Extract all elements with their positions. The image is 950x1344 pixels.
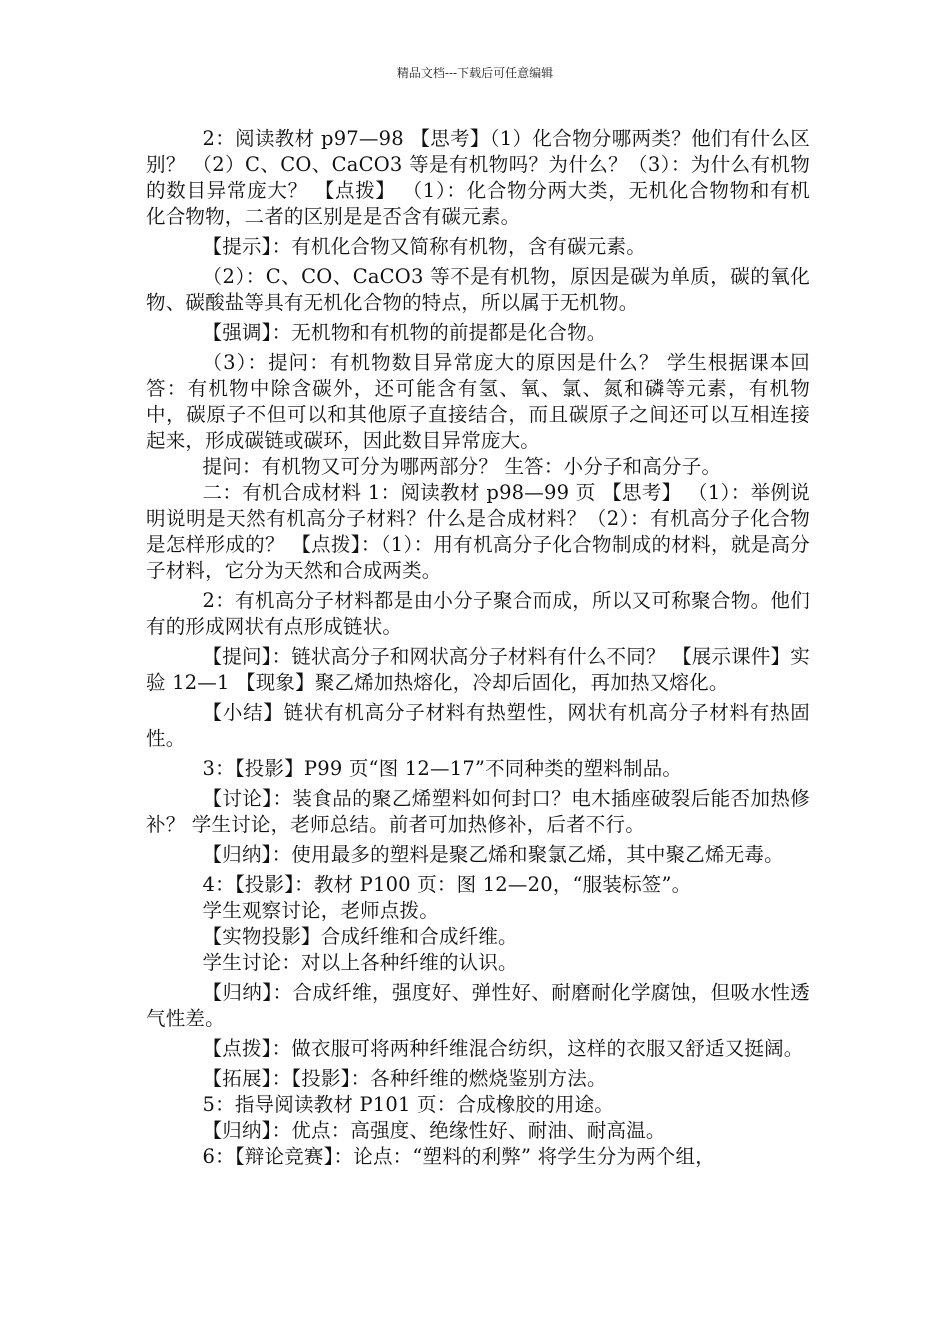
paragraph: 【讨论】：装食品的聚乙烯塑料如何封口？电木插座破裂后能否加热修补？ 学生讨论，老师总结。前者可加热修补，后者不行。 [146, 787, 810, 836]
paragraph: 6：【辩论竞赛】：论点：“塑料的利弊” 将学生分为两个组， [202, 1145, 715, 1168]
paragraph: 二：有机合成材料 1：阅读教材 p98—99 页 【思考】 （1）：举例说明说明是天然有机高分子材料？什么是合成材料？（2）：有机高分子化合物是怎样形成的？ 【点拨】：（1）：用有机高分子化合物制成的材料，就是高分子材料，它分为天然和合成两类。 [146, 481, 810, 582]
paragraph: 学生观察讨论，老师点拨。 [202, 899, 439, 922]
paragraph: 5：指导阅读教材 P101 页：合成橡胶的用途。 [202, 1093, 614, 1116]
paragraph: 提问：有机物又可分为哪两部分？ 生答：小分子和高分子。 [202, 455, 722, 478]
paragraph: 【归纳】：优点：高强度、绝缘性好、耐油、耐高温。 [202, 1119, 666, 1142]
paragraph: 2：阅读教材 p97—98 【思考】（1）化合物分哪两类？他们有什么区别？ （2）C、CO、CaCO3 等是有机物吗？为什么？（3）：为什么有机物的数目异常庞大？ 【点拨】 （1）：化合物分两大类，无机化合物物和有机化合物物，二者的区别是是否含有碳元素。 [146, 127, 810, 228]
document-body [146, 126, 810, 1170]
paragraph: （3）：提问：有机物数目异常庞大的原因是什么？ 学生根据课本回答：有机物中除含碳外，还可能含有氢、氧、氯、氮和磷等元素，有机物中，碳原子不但可以和其他原子直接结合，而且碳原子之间还可以互相连接起来，形成碳链或碳环，因此数目异常庞大。 [146, 351, 810, 452]
paragraph: 学生讨论：对以上各种纤维的认识。 [202, 951, 518, 974]
page-header: 精品文档---下载后可任意编辑 [396, 66, 554, 80]
paragraph: 【拓展】：【投影】：各种纤维的燃烧鉴别方法。 [202, 1067, 607, 1090]
paragraph: 4：【投影】：教材 P100 页：图 12—20，“服装标签”。 [202, 873, 692, 896]
paragraph: 3：【投影】P99 页“图 12—17”不同种类的塑料制品。 [202, 757, 683, 780]
paragraph: 【实物投影】合成纤维和合成纤维。 [202, 925, 518, 948]
paragraph: 2：有机高分子材料都是由小分子聚合而成，所以又可称聚合物。他们有的形成网状有点形成链状。 [146, 589, 810, 638]
paragraph: 【提示】：有机化合物又简称有机物，含有碳元素。 [202, 235, 646, 258]
paragraph: 【提问】：链状高分子和网状高分子材料有什么不同？ 【展示课件】实验 12—1 【现象】聚乙烯加热熔化，冷却后固化，再加热又熔化。 [146, 645, 810, 694]
paragraph: 【归纳】：合成纤维，强度好、弹性好、耐磨耐化学腐蚀，但吸水性透气性差。 [146, 981, 810, 1030]
paragraph: 【强调】：无机物和有机物的前提都是化合物。 [202, 321, 607, 344]
paragraph: （2）：C、CO、CaCO3 等不是有机物，原因是碳为单质，碳的氧化物、碳酸盐等具有无机化合物的特点，所以属于无机物。 [146, 265, 810, 314]
paragraph: 【小结】链状有机高分子材料有热塑性，网状有机高分子材料有热固性。 [146, 701, 810, 750]
paragraph: 【点拨】：做衣服可将两种纤维混合纺织，这样的衣服又舒适又挺阔。 [202, 1037, 804, 1060]
paragraph: 【归纳】：使用最多的塑料是聚乙烯和聚氯乙烯，其中聚乙烯无毒。 [202, 843, 784, 866]
